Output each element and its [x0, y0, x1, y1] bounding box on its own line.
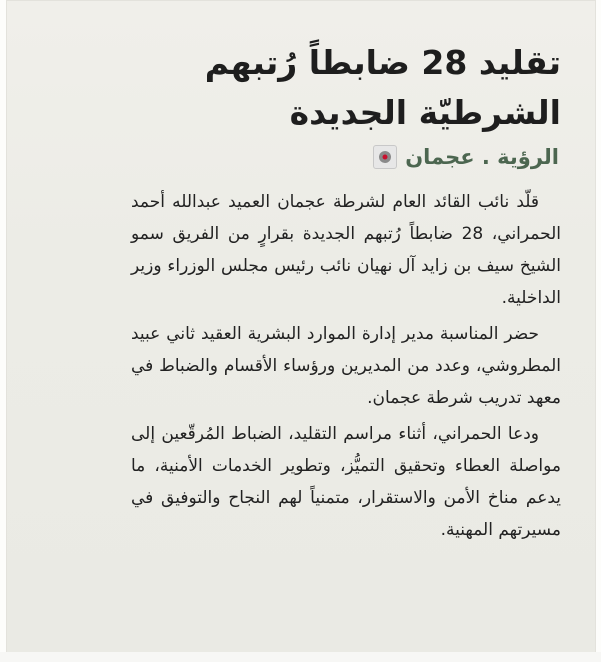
paragraph-1: قلّد نائب القائد العام لشرطة عجمان العميد عبدالله أحمد الحمراني، 28 ضابطاً رُتبهم الجديدة بقرارٍ من الفريق سمو الشيخ سيف بن زايد آل نهيان نائب رئيس مجلس الوزراء وزير الداخلية.	[131, 192, 561, 308]
scan-edge	[0, 652, 601, 662]
newspaper-logo-icon	[373, 145, 397, 169]
paragraph-3: ودعا الحمراني، أثناء مراسم التقليد، الضباط المُرقّعين إلى مواصلة العطاء وتحقيق التميُّز، وتطوير الخدمات الأمنية، ما يدعم مناخ الأمن والاستقرار، متمنياً لهم النجاح والتوفيق في مسيرتهم المهنية.	[131, 424, 561, 540]
article-body	[131, 186, 561, 550]
byline	[373, 144, 559, 170]
byline-text: الرؤية . عجمان	[405, 145, 559, 169]
headline-line-2: الشرطيّة الجديدة	[289, 93, 561, 132]
paragraph-2: حضر المناسبة مدير إدارة الموارد البشرية العقيد ثاني عبيد المطروشي، وعدد من المديرين ورؤساء الأقسام والضباط في معهد تدريب شرطة عجمان.	[131, 324, 561, 408]
article-headline	[141, 38, 561, 138]
headline-line-1: تقليد 28 ضابطاً رُتبهم	[204, 43, 561, 82]
